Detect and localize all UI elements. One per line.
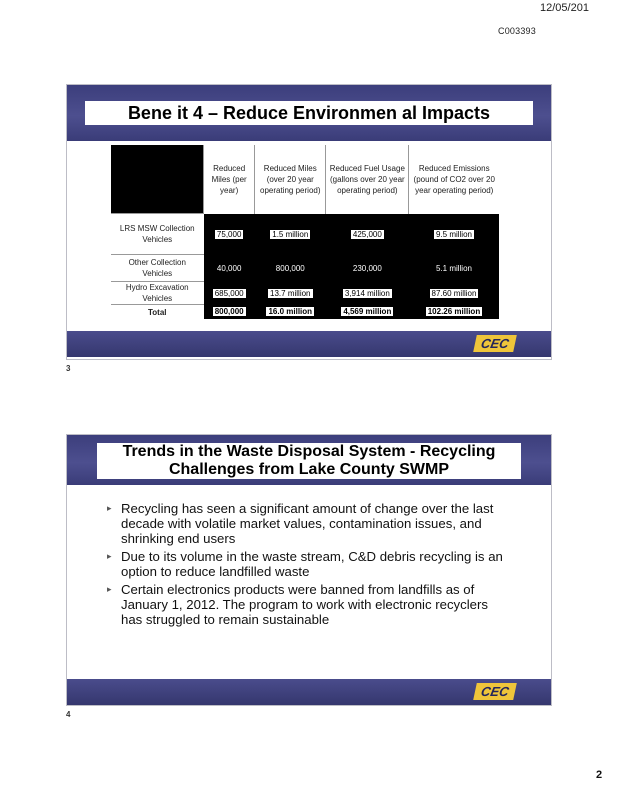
row-label: LRS MSW Collection Vehicles (111, 214, 204, 255)
table-row (111, 282, 499, 305)
table-cell: 5.1 million (435, 263, 472, 273)
column-header: Reduced Emissions (pound of CO2 over 20 year operating period) (409, 145, 499, 214)
list-item (107, 549, 511, 579)
table-cell: 800,000 (214, 307, 244, 317)
slide-benefit-4 (66, 84, 552, 360)
bullet-icon: ▸ (107, 551, 112, 561)
list-item (107, 501, 511, 546)
bullet-icon: ▸ (107, 584, 112, 594)
slide-title-band (67, 435, 551, 485)
bullet-text: Recycling has seen a significant amount of change over the last decade with volatile market values, contamination issues, and shrinking end users (121, 501, 494, 546)
cec-logo: CEC (473, 683, 517, 700)
table-cell: 425,000 (352, 229, 382, 239)
cec-logo: CEC (473, 335, 517, 352)
table-cell: 40,000 (216, 263, 242, 273)
table-cell: 685,000 (214, 288, 244, 298)
column-header: Reduced Miles (over 20 year operating period) (255, 145, 326, 214)
slide-footer-band (67, 331, 551, 357)
table-corner-cell (111, 145, 204, 214)
table-cell: 102.26 million (427, 307, 481, 317)
table-cell: 4,569 million (343, 307, 392, 317)
table-row-total (111, 305, 499, 320)
bullet-icon: ▸ (107, 503, 112, 513)
table-row (111, 214, 499, 255)
table-cell: 800,000 (275, 263, 305, 273)
table-cell: 13.7 million (270, 288, 311, 298)
table-cell: 87.60 million (431, 288, 477, 298)
slide-number: 4 (66, 710, 71, 719)
list-item (107, 582, 511, 627)
table-cell: 1.5 million (272, 229, 309, 239)
row-label: Hydro Excavation Vehicles (111, 282, 204, 305)
table-row (111, 255, 499, 282)
slide-footer-band (67, 679, 551, 705)
table-cell: 230,000 (352, 263, 382, 273)
document-code: C003393 (498, 26, 536, 36)
slide-title: Bene it 4 – Reduce Environmen al Impacts (85, 101, 533, 125)
slide-title: Trends in the Waste Disposal System - Recycling Challenges from Lake County SWMP (97, 443, 521, 479)
slide-recycling-trends (66, 434, 552, 706)
column-header: Reduced Fuel Usage (gallons over 20 year operating period) (326, 145, 409, 214)
bullet-text: Certain electronics products were banned from landfills as of January 1, 2012. The program to work with electronic recyclers has struggled to remain sustainable (121, 582, 488, 627)
bullet-list (107, 501, 511, 630)
row-label: Total (111, 305, 204, 320)
document-date: 12/05/201 (540, 2, 589, 14)
table-cell: 75,000 (216, 229, 242, 239)
page-number: 2 (596, 769, 603, 781)
table-cell: 9.5 million (435, 229, 472, 239)
column-header: Reduced Miles (per year) (204, 145, 255, 214)
row-label: Other Collection Vehicles (111, 255, 204, 282)
slide-title-band (67, 85, 551, 141)
emissions-table (111, 145, 499, 319)
table-cell: 3,914 million (344, 288, 390, 298)
table-cell: 16.0 million (268, 307, 313, 317)
bullet-text: Due to its volume in the waste stream, C&D debris recycling is an option to reduce landfilled waste (121, 549, 503, 579)
slide-number: 3 (66, 364, 71, 373)
